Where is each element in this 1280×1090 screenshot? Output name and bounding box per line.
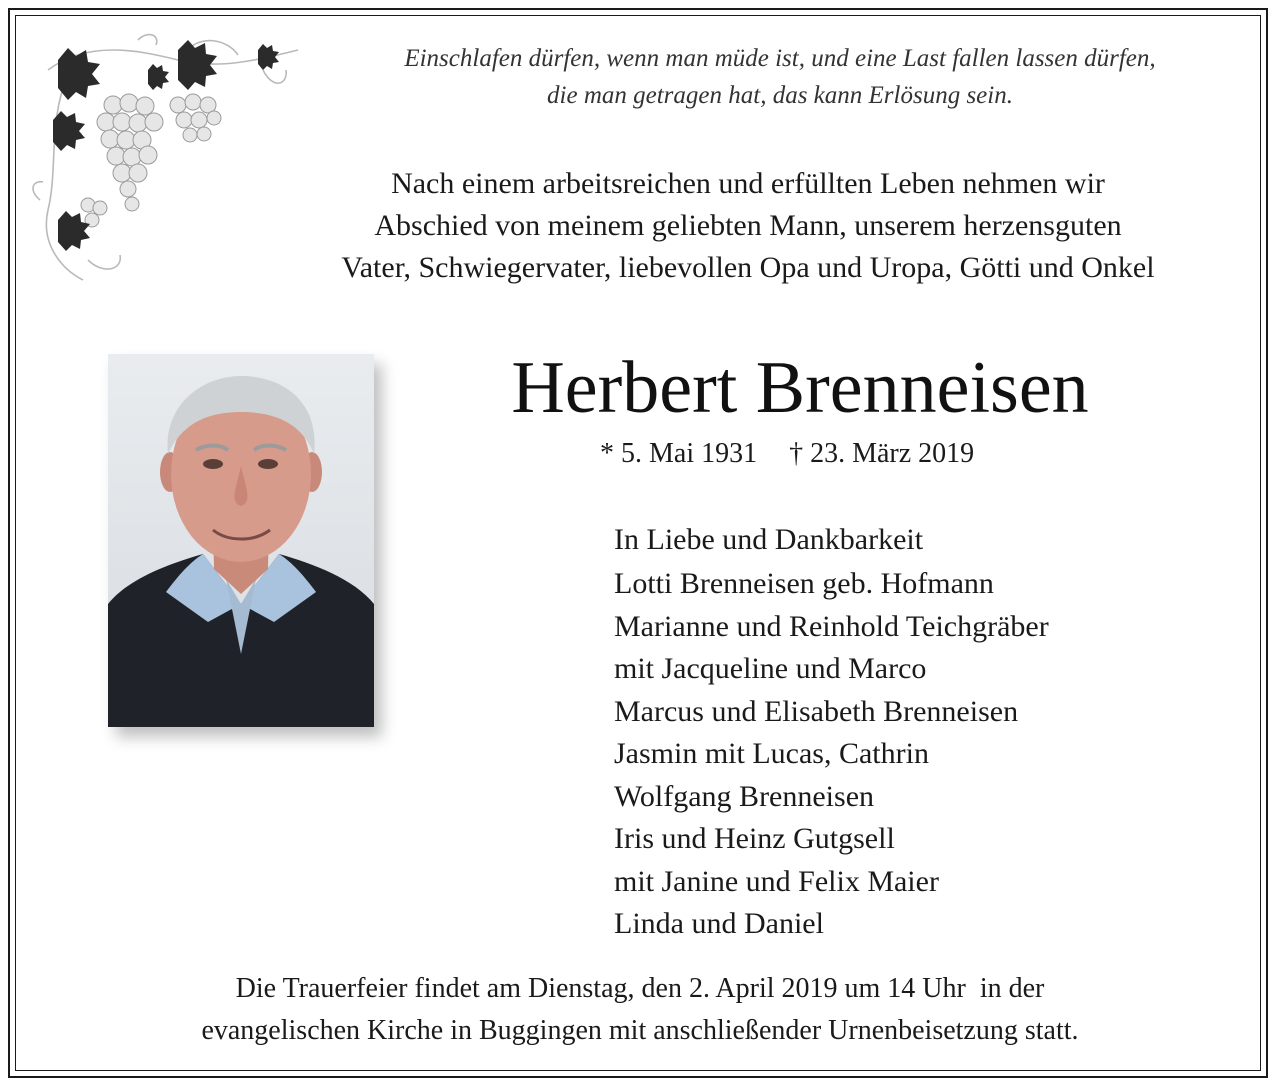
family-member: mit Jacqueline und Marco — [614, 652, 927, 685]
family-member: Marcus und Elisabeth Brenneisen — [614, 694, 1019, 728]
funeral-line-2: evangelischen Kirche in Buggingen mit anschließender Urnenbeisetzung statt. — [201, 1015, 1079, 1046]
portrait-photo — [108, 354, 374, 727]
intro-text — [258, 163, 1238, 289]
death-date: † 23. März 2019 — [789, 438, 975, 469]
funeral-notice — [40, 968, 1240, 1052]
deceased-name: Herbert Brenneisen — [511, 347, 1089, 429]
life-dates — [600, 436, 1020, 472]
family-member: Wolfgang Brenneisen — [614, 779, 875, 813]
family-member: Jasmin mit Lucas, Cathrin — [614, 737, 929, 770]
birth-date: * 5. Mai 1931 — [600, 438, 758, 469]
intro-line-2: Abschied von meinem geliebten Mann, unserem herzensguten — [374, 209, 1122, 242]
quote-line-2: die man getragen hat, das kann Erlösung sein. — [547, 82, 1013, 109]
quote — [300, 40, 1260, 114]
quote-line-1: Einschlafen dürfen, wenn man müde ist, und eine Last fallen lassen dürfen, — [404, 45, 1156, 72]
family-list — [614, 519, 1049, 946]
family-member: Lotti Brenneisen geb. Hofmann — [614, 567, 994, 600]
portrait-illustration — [108, 354, 374, 727]
mourning-greeting: In Liebe und Dankbarkeit — [614, 523, 924, 556]
family-member: Linda und Daniel — [614, 907, 824, 940]
intro-line-1: Nach einem arbeitsreichen und erfüllten Leben nehmen wir — [391, 167, 1105, 200]
funeral-line-1: Die Trauerfeier findet am Dienstag, den 2. April 2019 um 14 Uhr in der — [235, 973, 1045, 1004]
family-member: mit Janine und Felix Maier — [614, 864, 939, 898]
family-member: Marianne und Reinhold Teichgräber — [614, 609, 1049, 643]
intro-line-3: Vater, Schwiegervater, liebevollen Opa und Uropa, Götti und Onkel — [341, 251, 1155, 284]
family-member: Iris und Heinz Gutgsell — [614, 822, 895, 855]
